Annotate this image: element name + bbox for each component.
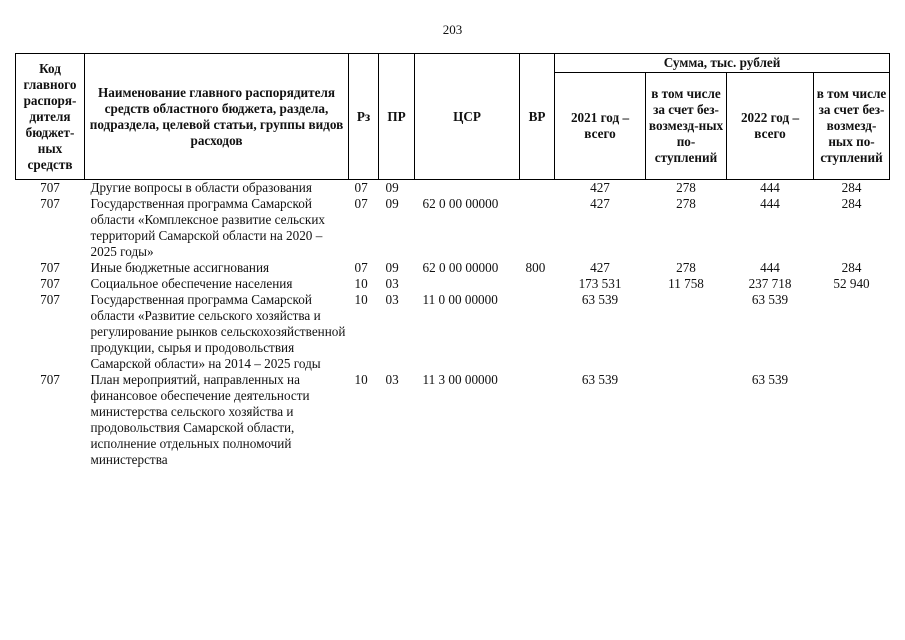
cell-csr: 62 0 00 00000 xyxy=(422,260,499,275)
header-2022-free: в том числе за счет без-возмезд-ных по-ступлений xyxy=(814,73,890,180)
cell-vr xyxy=(520,292,555,372)
header-name: Наименование главного распорядителя средств областного бюджета, раздела, подраздела, целевой статьи, группы видов расходов xyxy=(85,54,349,180)
header-2022-total: 2022 год – всего xyxy=(727,73,814,180)
cell-csr: 11 3 00 00000 xyxy=(422,372,498,387)
cell-name: Другие вопросы в области образования xyxy=(90,180,312,195)
cell-2022-total: 237 718 xyxy=(748,276,792,291)
cell-2021-free: 278 xyxy=(676,196,696,211)
cell-2021-total: 427 xyxy=(590,180,610,195)
cell-2022-free xyxy=(814,292,890,372)
header-2021-free: в том числе за счет без-возмезд-ных по-ступлений xyxy=(646,73,727,180)
table-row xyxy=(16,372,890,468)
cell-vr xyxy=(520,196,555,260)
header-vr: ВР xyxy=(520,54,555,180)
cell-code: 707 xyxy=(40,180,60,195)
cell-csr xyxy=(415,180,520,197)
cell-name: Социальное обеспечение населения xyxy=(90,276,293,291)
table-row xyxy=(16,276,890,292)
cell-2021-free: 278 xyxy=(676,180,696,195)
budget-table xyxy=(15,53,890,468)
cell-rz: 10 xyxy=(354,292,368,307)
cell-2022-total: 444 xyxy=(760,180,780,195)
cell-name: Иные бюджетные ассигнования xyxy=(90,260,270,275)
header-code: Код главного распоря-дителя бюджет-ных средств xyxy=(16,54,85,180)
cell-pr: 09 xyxy=(385,180,399,195)
cell-2022-total: 63 539 xyxy=(751,372,789,387)
cell-2021-total: 427 xyxy=(590,260,610,275)
cell-2022-free xyxy=(814,372,890,468)
cell-rz: 07 xyxy=(354,196,368,211)
cell-name: Государственная программа Самарской области «Развитие сельского хозяйства и регулирование рынков сельскохозяйственной продукции, сырья и продовольствия Самарской области» на 2014 – 2025 годы xyxy=(90,292,346,371)
cell-rz: 10 xyxy=(354,276,368,291)
cell-csr: 62 0 00 00000 xyxy=(422,196,499,211)
cell-name: План мероприятий, направленных на финансовое обеспечение деятельности министерства сельского хозяйства и продовольствия Самарской области, исполнение отдельных полномочий министерства xyxy=(90,372,310,467)
cell-rz: 07 xyxy=(354,180,368,195)
cell-2021-free: 11 758 xyxy=(668,276,704,291)
header-pr: ПР xyxy=(379,54,415,180)
cell-2022-free: 284 xyxy=(841,196,862,211)
cell-csr xyxy=(415,276,520,292)
table-header xyxy=(16,54,890,180)
cell-code: 707 xyxy=(40,276,60,291)
cell-csr: 11 0 00 00000 xyxy=(422,292,498,307)
cell-2022-free: 284 xyxy=(841,180,862,195)
cell-vr xyxy=(520,372,555,468)
cell-2021-total: 63 539 xyxy=(581,292,619,307)
page-number: 203 xyxy=(442,22,463,37)
cell-name: Государственная программа Самарской области «Комплексное развитие сельских территорий Самарской области на 2020 – 2025 годы» xyxy=(90,196,325,259)
cell-code: 707 xyxy=(40,260,60,275)
cell-2022-total: 444 xyxy=(760,260,780,275)
cell-2021-total: 427 xyxy=(590,196,610,211)
cell-code: 707 xyxy=(40,292,60,307)
table-row xyxy=(16,292,890,372)
cell-2021-free: 278 xyxy=(676,260,696,275)
cell-pr: 03 xyxy=(385,372,399,387)
cell-pr: 03 xyxy=(385,276,399,291)
cell-pr: 09 xyxy=(385,260,399,275)
cell-pr: 09 xyxy=(385,196,399,211)
cell-2022-free: 52 940 xyxy=(833,276,870,291)
cell-2021-total: 63 539 xyxy=(581,372,619,387)
cell-rz: 07 xyxy=(354,260,368,275)
header-sum: Сумма, тыс. рублей xyxy=(555,54,890,73)
cell-rz: 10 xyxy=(354,372,368,387)
cell-2021-free xyxy=(646,372,727,468)
cell-vr xyxy=(520,276,555,292)
cell-vr: 800 xyxy=(525,260,546,275)
header-csr: ЦСР xyxy=(415,54,520,180)
cell-pr: 03 xyxy=(385,292,399,307)
cell-vr xyxy=(520,180,555,197)
table-row xyxy=(16,196,890,260)
table-row xyxy=(16,260,890,276)
table-body xyxy=(16,180,890,469)
cell-code: 707 xyxy=(40,196,60,211)
cell-2021-total: 173 531 xyxy=(578,276,622,291)
cell-2022-total: 444 xyxy=(760,196,780,211)
cell-2021-free xyxy=(646,292,727,372)
cell-code: 707 xyxy=(40,372,60,387)
table-row xyxy=(16,180,890,197)
cell-2022-total: 63 539 xyxy=(751,292,789,307)
header-2021-total: 2021 год – всего xyxy=(555,73,646,180)
cell-2022-free: 284 xyxy=(841,260,862,275)
header-rz: Рз xyxy=(349,54,379,180)
